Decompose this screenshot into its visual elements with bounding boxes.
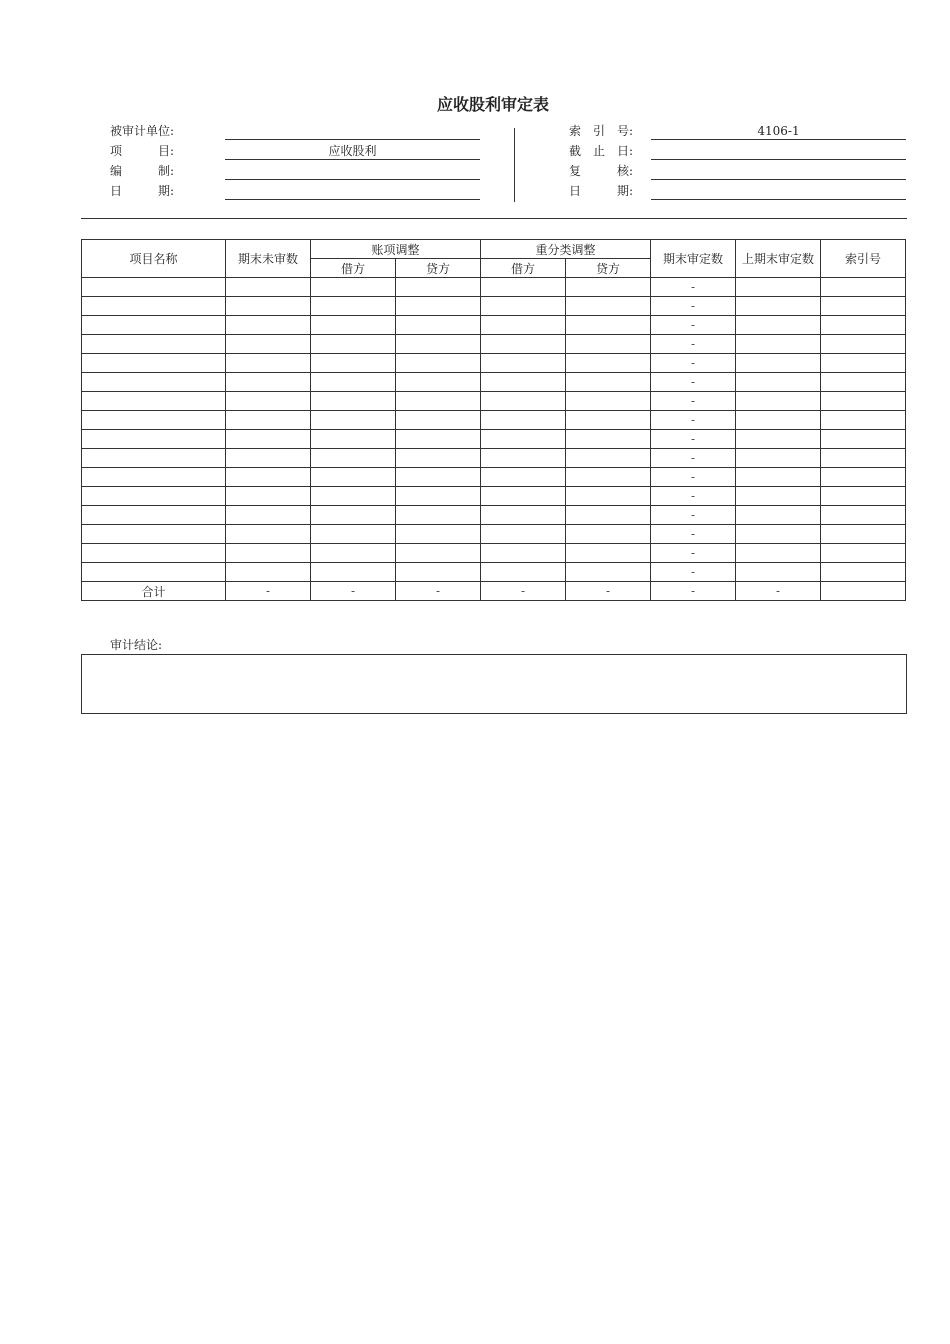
cell-adjust-debit[interactable] <box>311 506 396 525</box>
cell-reclass-debit[interactable] <box>481 449 566 468</box>
cell-index-no[interactable] <box>821 468 906 487</box>
cell-audited[interactable]: - <box>651 487 736 506</box>
table-row <box>82 373 906 392</box>
cell-reclass-debit[interactable] <box>481 506 566 525</box>
cell-adjust-debit[interactable] <box>311 316 396 335</box>
cell-adjust-debit[interactable] <box>311 373 396 392</box>
cell-adjust-debit[interactable] <box>311 411 396 430</box>
total-reclass-debit: - <box>481 582 566 601</box>
cell-reclass-credit[interactable] <box>566 392 651 411</box>
table-header-row-1 <box>82 240 906 259</box>
cell-reclass-credit[interactable] <box>566 373 651 392</box>
cell-reclass-credit[interactable] <box>566 411 651 430</box>
table-row <box>82 316 906 335</box>
cell-unaudited[interactable] <box>226 449 311 468</box>
cell-prior-audited[interactable] <box>736 411 821 430</box>
cell-unaudited[interactable] <box>226 563 311 582</box>
cell-index-no[interactable] <box>821 335 906 354</box>
conclusion-label: 审计结论: <box>110 638 163 652</box>
table-row <box>82 563 906 582</box>
cell-unaudited[interactable] <box>226 468 311 487</box>
cell-reclass-debit[interactable] <box>481 563 566 582</box>
cell-index-no[interactable] <box>821 449 906 468</box>
cell-reclass-credit[interactable] <box>566 525 651 544</box>
cell-unaudited[interactable] <box>226 525 311 544</box>
total-label: 合计 <box>82 582 226 601</box>
cell-adjust-debit[interactable] <box>311 354 396 373</box>
col-index-no: 索引号 <box>821 240 906 278</box>
cell-unaudited[interactable] <box>226 487 311 506</box>
cell-item-name[interactable] <box>82 544 226 563</box>
total-row <box>82 582 906 601</box>
index-no-field[interactable]: 4106-1 <box>651 121 906 140</box>
cell-adjust-debit[interactable] <box>311 392 396 411</box>
cell-reclass-credit[interactable] <box>566 297 651 316</box>
date-left-label: 日 期: <box>110 184 175 198</box>
cell-audited[interactable]: - <box>651 278 736 297</box>
cell-item-name[interactable] <box>82 297 226 316</box>
cell-adjust-credit[interactable] <box>396 544 481 563</box>
cell-item-name[interactable] <box>82 278 226 297</box>
cell-prior-audited[interactable] <box>736 506 821 525</box>
cell-reclass-debit[interactable] <box>481 373 566 392</box>
cell-unaudited[interactable] <box>226 411 311 430</box>
cell-reclass-credit[interactable] <box>566 449 651 468</box>
cell-reclass-debit[interactable] <box>481 335 566 354</box>
col-reclass-debit: 借方 <box>481 259 566 278</box>
cell-reclass-credit[interactable] <box>566 544 651 563</box>
cell-prior-audited[interactable] <box>736 468 821 487</box>
preparer-label: 编 制: <box>110 164 175 178</box>
cell-audited[interactable]: - <box>651 525 736 544</box>
col-adjust-debit: 借方 <box>311 259 396 278</box>
cell-prior-audited[interactable] <box>736 354 821 373</box>
cell-adjust-credit[interactable] <box>396 392 481 411</box>
cell-unaudited[interactable] <box>226 354 311 373</box>
cell-unaudited[interactable] <box>226 297 311 316</box>
cell-unaudited[interactable] <box>226 430 311 449</box>
cell-unaudited[interactable] <box>226 335 311 354</box>
cell-adjust-credit[interactable] <box>396 297 481 316</box>
cell-unaudited[interactable] <box>226 506 311 525</box>
date-right-label: 日 期: <box>569 184 634 198</box>
col-reclass-credit: 贷方 <box>566 259 651 278</box>
cell-adjust-credit[interactable] <box>396 449 481 468</box>
cell-reclass-debit[interactable] <box>481 468 566 487</box>
cell-adjust-credit[interactable] <box>396 487 481 506</box>
total-adjust-debit: - <box>311 582 396 601</box>
cell-reclass-credit[interactable] <box>566 335 651 354</box>
cell-index-no[interactable] <box>821 411 906 430</box>
table-row <box>82 487 906 506</box>
table-row <box>82 392 906 411</box>
cell-item-name[interactable] <box>82 373 226 392</box>
conclusion-box[interactable] <box>81 654 907 714</box>
item-label: 项 目: <box>110 144 175 158</box>
cell-audited[interactable]: - <box>651 392 736 411</box>
cell-index-no[interactable] <box>821 278 906 297</box>
cutoff-field[interactable] <box>651 141 906 160</box>
reviewer-label: 复 核: <box>569 164 634 178</box>
col-prior-audited: 上期末审定数 <box>736 240 821 278</box>
cell-prior-audited[interactable] <box>736 430 821 449</box>
cell-item-name[interactable] <box>82 335 226 354</box>
total-reclass-credit: - <box>566 582 651 601</box>
preparer-field[interactable] <box>225 161 480 180</box>
cell-index-no[interactable] <box>821 563 906 582</box>
cell-audited[interactable]: - <box>651 335 736 354</box>
cell-unaudited[interactable] <box>226 373 311 392</box>
col-audited: 期末审定数 <box>651 240 736 278</box>
cell-reclass-credit[interactable] <box>566 430 651 449</box>
table-row <box>82 449 906 468</box>
cell-adjust-debit[interactable] <box>311 487 396 506</box>
table-row <box>82 278 906 297</box>
table-row <box>82 354 906 373</box>
cell-index-no[interactable] <box>821 316 906 335</box>
cell-audited[interactable]: - <box>651 506 736 525</box>
cell-adjust-credit[interactable] <box>396 411 481 430</box>
header-divider-horizontal <box>81 218 907 219</box>
cell-item-name[interactable] <box>82 506 226 525</box>
cell-prior-audited[interactable] <box>736 297 821 316</box>
cell-reclass-credit[interactable] <box>566 487 651 506</box>
date-right-field[interactable] <box>651 181 906 200</box>
cell-index-no[interactable] <box>821 297 906 316</box>
cell-audited[interactable]: - <box>651 316 736 335</box>
total-index-no <box>821 582 906 601</box>
cell-reclass-debit[interactable] <box>481 487 566 506</box>
cell-audited[interactable]: - <box>651 297 736 316</box>
table-row <box>82 525 906 544</box>
cell-prior-audited[interactable] <box>736 392 821 411</box>
col-group-adjustment: 账项调整 <box>311 240 481 259</box>
cell-prior-audited[interactable] <box>736 563 821 582</box>
col-unaudited: 期末未审数 <box>226 240 311 278</box>
cell-adjust-debit[interactable] <box>311 563 396 582</box>
header-divider-vertical <box>514 128 515 202</box>
cell-adjust-debit[interactable] <box>311 468 396 487</box>
cell-adjust-debit[interactable] <box>311 297 396 316</box>
cell-adjust-debit[interactable] <box>311 430 396 449</box>
cell-audited[interactable]: - <box>651 449 736 468</box>
cell-index-no[interactable] <box>821 354 906 373</box>
cell-adjust-credit[interactable] <box>396 335 481 354</box>
cell-adjust-credit[interactable] <box>396 525 481 544</box>
cutoff-label: 截 止 日: <box>569 144 634 158</box>
cell-reclass-debit[interactable] <box>481 430 566 449</box>
table-row <box>82 411 906 430</box>
table-row <box>82 430 906 449</box>
audit-table <box>81 239 906 601</box>
cell-audited[interactable]: - <box>651 354 736 373</box>
cell-item-name[interactable] <box>82 430 226 449</box>
cell-unaudited[interactable] <box>226 544 311 563</box>
cell-prior-audited[interactable] <box>736 544 821 563</box>
cell-item-name[interactable] <box>82 411 226 430</box>
cell-audited[interactable]: - <box>651 563 736 582</box>
cell-reclass-credit[interactable] <box>566 563 651 582</box>
cell-reclass-debit[interactable] <box>481 392 566 411</box>
cell-item-name[interactable] <box>82 354 226 373</box>
cell-reclass-debit[interactable] <box>481 411 566 430</box>
cell-item-name[interactable] <box>82 392 226 411</box>
cell-reclass-debit[interactable] <box>481 354 566 373</box>
cell-item-name[interactable] <box>82 316 226 335</box>
cell-item-name[interactable] <box>82 487 226 506</box>
cell-audited[interactable]: - <box>651 468 736 487</box>
cell-adjust-debit[interactable] <box>311 449 396 468</box>
audited-unit-field[interactable] <box>225 121 480 140</box>
cell-reclass-debit[interactable] <box>481 316 566 335</box>
table-row <box>82 335 906 354</box>
total-unaudited: - <box>226 582 311 601</box>
cell-index-no[interactable] <box>821 392 906 411</box>
cell-index-no[interactable] <box>821 430 906 449</box>
reviewer-field[interactable] <box>651 161 906 180</box>
cell-prior-audited[interactable] <box>736 449 821 468</box>
cell-reclass-credit[interactable] <box>566 468 651 487</box>
table-row <box>82 506 906 525</box>
cell-adjust-debit[interactable] <box>311 525 396 544</box>
cell-reclass-debit[interactable] <box>481 278 566 297</box>
cell-index-no[interactable] <box>821 544 906 563</box>
col-group-reclassification: 重分类调整 <box>481 240 651 259</box>
cell-item-name[interactable] <box>82 449 226 468</box>
cell-audited[interactable]: - <box>651 430 736 449</box>
cell-unaudited[interactable] <box>226 392 311 411</box>
index-no-label: 索 引 号: <box>569 124 634 138</box>
cell-adjust-credit[interactable] <box>396 354 481 373</box>
item-field[interactable]: 应收股利 <box>225 141 480 160</box>
cell-adjust-credit[interactable] <box>396 430 481 449</box>
cell-reclass-credit[interactable] <box>566 506 651 525</box>
cell-unaudited[interactable] <box>226 278 311 297</box>
cell-reclass-credit[interactable] <box>566 316 651 335</box>
cell-audited[interactable]: - <box>651 411 736 430</box>
cell-adjust-credit[interactable] <box>396 506 481 525</box>
date-left-field[interactable] <box>225 181 480 200</box>
cell-audited[interactable]: - <box>651 373 736 392</box>
audited-unit-label: 被审计单位: <box>110 124 175 138</box>
cell-prior-audited[interactable] <box>736 373 821 392</box>
cell-adjust-credit[interactable] <box>396 316 481 335</box>
cell-adjust-debit[interactable] <box>311 544 396 563</box>
col-adjust-credit: 贷方 <box>396 259 481 278</box>
table-row <box>82 544 906 563</box>
cell-prior-audited[interactable] <box>736 335 821 354</box>
cell-unaudited[interactable] <box>226 316 311 335</box>
cell-adjust-credit[interactable] <box>396 563 481 582</box>
cell-reclass-debit[interactable] <box>481 525 566 544</box>
table-row <box>82 297 906 316</box>
cell-adjust-credit[interactable] <box>396 468 481 487</box>
cell-prior-audited[interactable] <box>736 525 821 544</box>
cell-audited[interactable]: - <box>651 544 736 563</box>
cell-reclass-debit[interactable] <box>481 297 566 316</box>
total-prior-audited: - <box>736 582 821 601</box>
cell-adjust-credit[interactable] <box>396 373 481 392</box>
table-body <box>82 278 906 582</box>
cell-reclass-credit[interactable] <box>566 354 651 373</box>
col-item-name: 项目名称 <box>82 240 226 278</box>
cell-item-name[interactable] <box>82 563 226 582</box>
total-adjust-credit: - <box>396 582 481 601</box>
cell-reclass-credit[interactable] <box>566 278 651 297</box>
cell-index-no[interactable] <box>821 487 906 506</box>
cell-index-no[interactable] <box>821 525 906 544</box>
cell-adjust-credit[interactable] <box>396 278 481 297</box>
cell-item-name[interactable] <box>82 468 226 487</box>
table-row <box>82 468 906 487</box>
cell-adjust-debit[interactable] <box>311 335 396 354</box>
cell-index-no[interactable] <box>821 506 906 525</box>
page-title: 应收股利审定表 <box>436 95 549 114</box>
total-audited: - <box>651 582 736 601</box>
cell-adjust-debit[interactable] <box>311 278 396 297</box>
cell-prior-audited[interactable] <box>736 278 821 297</box>
cell-reclass-debit[interactable] <box>481 544 566 563</box>
cell-prior-audited[interactable] <box>736 487 821 506</box>
cell-prior-audited[interactable] <box>736 316 821 335</box>
cell-item-name[interactable] <box>82 525 226 544</box>
cell-index-no[interactable] <box>821 373 906 392</box>
